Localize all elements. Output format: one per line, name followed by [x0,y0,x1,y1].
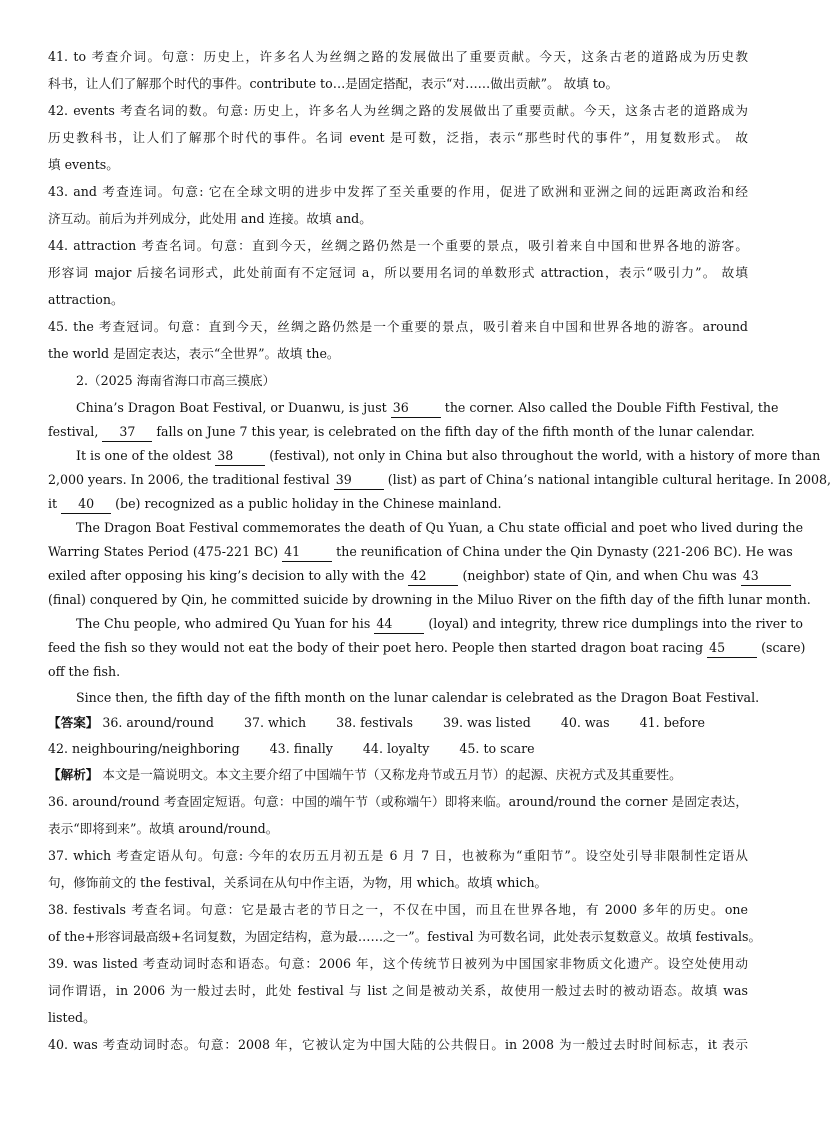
answer-item: 42. neighbouring/neighboring [48,741,240,756]
answer-item: 38. festivals [336,715,413,730]
passage-text: (be) recognized as a public holiday in the Chinese mainland. [115,496,502,511]
text-line: 37. which 考查定语从句。句意: 今年的农历五月初五是 6 月 7 日，也被称为“重阳节”。设空处引导非限制性定语从 [48,848,748,863]
text-line: 科书，让人们了解那个时代的事件。contribute to…是固定搭配，表示“对……做出贡献”。 故填 to。 [48,76,619,91]
passage-text: Warring States Period (475-221 BC) [48,544,279,559]
text-line: 形容词 major 后接名词形式，此处前面有不定冠词 a，所以要用名词的单数形式 attraction，表示“吸引力”。 故填 [48,265,748,280]
passage-text: The Chu people, who admired Qu Yuan for his [76,616,371,631]
passage-line: off the fish. [48,664,121,679]
text-line: 填 events。 [48,157,119,172]
text-line: 41. to 考查介词。句意：历史上，许多名人为丝绸之路的发展做出了重要贡献。今天，这条古老的道路成为历史教 [48,49,748,64]
answer-item: 37. which [243,715,307,730]
passage-text: (festival), not only in China but also throughout the world, with a history of more than [269,448,821,463]
text-line: 38. festivals 考查名词。句意：它是最古老的节日之一，不仅在中国，而且在世界各地，有 2000 多年的历史。one [48,902,748,917]
blank-36: 36 [391,399,441,418]
text-line: 句，修饰前文的 the festival，关系词在从句中作主语，为物，用 which。故填 which。 [48,875,548,890]
blank-44: 44 [374,615,424,634]
passage-line: Since then, the fifth day of the fifth month on the lunar calendar is celebrated as the Dragon Boat Festival. [76,690,760,705]
passage-line [76,447,821,466]
answer-item: 41. before [639,715,705,730]
section-title: 2.（2025 海南省海口市高三摸底） [76,373,276,388]
passage-line [48,471,831,490]
passage-text: the corner. Also called the Double Fifth Festival, the [444,400,779,415]
passage-line: The Dragon Boat Festival commemorates the death of Qu Yuan, a Chu state official and poet who lived during the [76,520,804,535]
passage-text: (scare) [761,640,806,655]
answers-row [48,740,748,758]
text-line: 44. attraction 考查名词。句意：直到今天，丝绸之路仍然是一个重要的景点，吸引着来自中国和世界各地的游客。 [48,238,748,253]
text-line: 45. the 考查冠词。句意：直到今天，丝绸之路仍然是一个重要的景点，吸引着来自中国和世界各地的游客。around [48,319,748,334]
blank-37: 37 [102,423,152,442]
blank-41: 41 [282,543,332,562]
answer-item: 45. to scare [459,741,535,756]
passage-line [48,423,755,442]
blank-43: 43 [741,567,791,586]
passage-line [76,615,803,634]
passage-text: (loyal) and integrity, threw rice dumplings into the river to [428,616,803,631]
passage-text: exiled after opposing his king’s decision to ally with the [48,568,405,583]
text-line: 42. events 考查名词的数。句意: 历史上，许多名人为丝绸之路的发展做出了重要贡献。今天，这条古老的道路成为 [48,103,748,118]
passage-text: the reunification of China under the Qin Dynasty (221-206 BC). He was [336,544,793,559]
text-line: 表示“即将到来”。故填 around/round。 [48,821,279,836]
answer-item: 36. around/round [102,715,214,730]
text-line: 43. and 考查连词。句意: 它在全球文明的进步中发挥了至关重要的作用，促进了欧洲和亚洲之间的远距离政治和经 [48,184,748,199]
answers-label: 【答案】 [48,715,99,730]
text-line: 36. around/round 考查固定短语。句意：中国的端午节（或称端午）即将来临。around/round the corner 是固定表达， [48,794,748,809]
passage-text: China’s Dragon Boat Festival, or Duanwu, is just [76,400,387,415]
passage-line: (final) conquered by Qin, he committed suicide by drowning in the Miluo River on the fifth day of the fifth lunar month. [48,592,811,607]
analysis-intro [48,766,748,784]
passage-text: it [48,496,58,511]
passage-text: (neighbor) state of Qin, and when Chu was [462,568,737,583]
passage-line [48,543,793,562]
answers-row [48,714,748,732]
text-line: the world 是固定表达，表示“全世界”。故填 the。 [48,346,340,361]
answer-item: 40. was [560,715,610,730]
text-line: listed。 [48,1010,96,1025]
blank-42: 42 [408,567,458,586]
passage-text: feed the fish so they would not eat the body of their poet hero. People then started dragon boat racing [48,640,704,655]
passage-text: (list) as part of China’s national intangible cultural heritage. In 2008, [387,472,831,487]
passage-text: falls on June 7 this year, is celebrated on the fifth day of the fifth month of the lunar calendar. [156,424,755,439]
blank-45: 45 [707,639,757,658]
answer-item: 44. loyalty [362,741,430,756]
passage-line [48,639,806,658]
passage-line [48,495,748,514]
passage-text: festival, [48,424,99,439]
blank-39: 39 [334,471,384,490]
text-line: 词作谓语，in 2006 为一般过去时，此处 festival 与 list 之间是被动关系，故使用一般过去时的被动语态。故填 was [48,983,748,998]
blank-40: 40 [61,495,111,514]
passage-line [76,399,779,418]
blank-38: 38 [215,447,265,466]
analysis-label: 【解析】 [48,767,99,782]
passage-line [48,567,759,586]
answer-item: 39. was listed [442,715,531,730]
text-line: attraction。 [48,292,124,307]
text-line: of the+形容词最高级+名词复数，为固定结构，意为最……之一”。festival 为可数名词，此处表示复数意义。故填 festivals。 [48,929,762,944]
text-line: 济互动。前后为并列成分，此处用 and 连接。故填 and。 [48,211,372,226]
passage-text: It is one of the oldest [76,448,212,463]
analysis-text: 本文是一篇说明文。本文主要介绍了中国端午节（又称龙舟节或五月节）的起源、庆祝方式及其重要性。 [102,767,682,782]
answer-item: 43. finally [269,741,333,756]
text-line: 历史教科书，让人们了解那个时代的事件。名词 event 是可数，泛指，表示“那些时代的事件”，用复数形式。 故 [48,130,748,145]
passage-text: 2,000 years. In 2006, the traditional festival [48,472,330,487]
text-line: 40. was 考查动词时态。句意：2008 年，它被认定为中国大陆的公共假日。in 2008 为一般过去时时间标志，it 表示 [48,1037,748,1052]
text-line: 39. was listed 考查动词时态和语态。句意：2006 年，这个传统节日被列为中国国家非物质文化遗产。设空处使用动 [48,956,748,971]
